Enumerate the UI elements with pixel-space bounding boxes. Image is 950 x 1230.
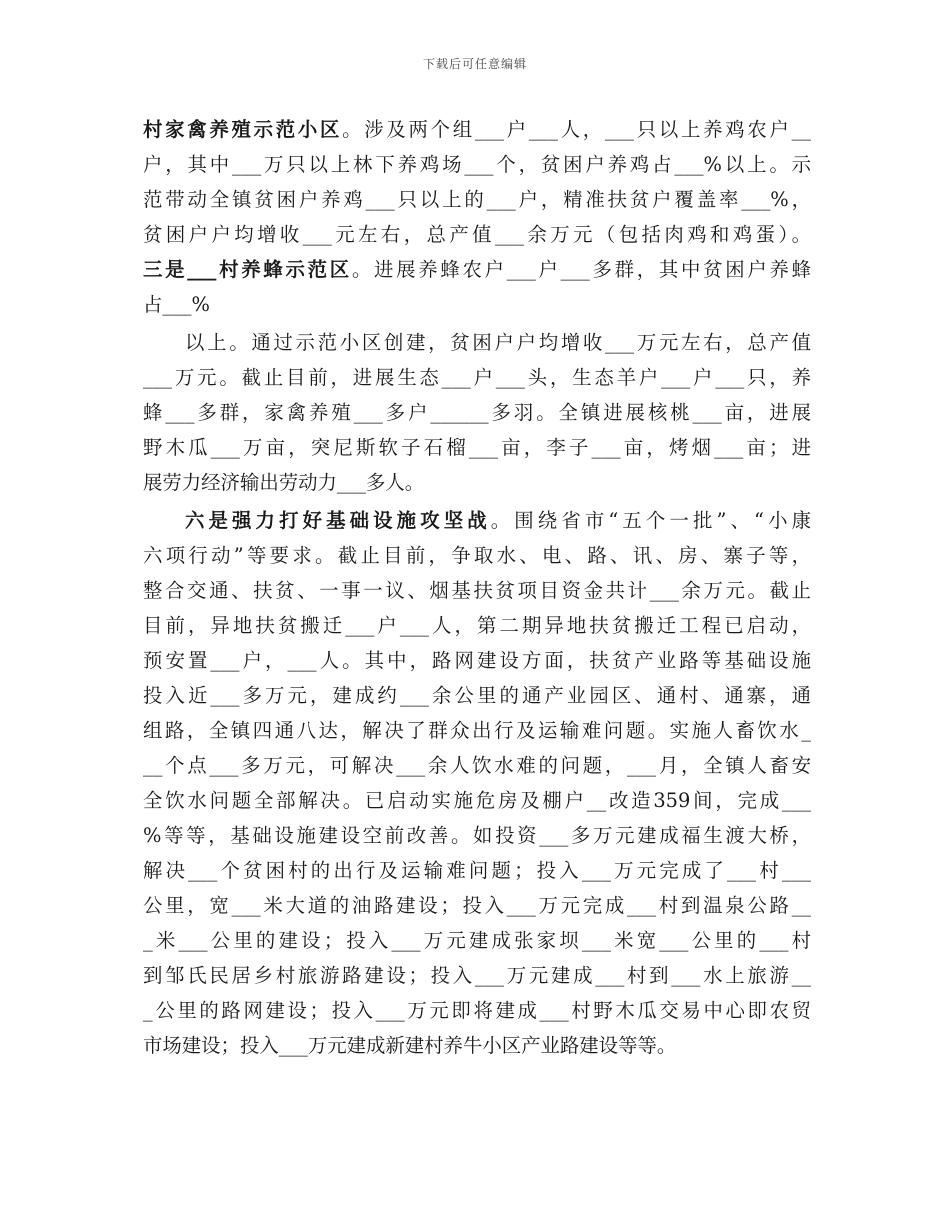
line-text: 解决___个贫困村的出行及运输难问题；投入___万元完成了___村___ bbox=[143, 859, 811, 882]
line-text: 预安置___户，___人。其中，路网建设方面，扶贫产业路等基础设施 bbox=[143, 649, 811, 672]
text-line bbox=[143, 608, 811, 643]
text-line bbox=[143, 147, 811, 182]
text-line bbox=[143, 465, 811, 500]
line-text: ___万元。截止目前，进展生态___户___头，生态羊户___户___只，养 bbox=[143, 366, 811, 389]
text-line bbox=[143, 395, 811, 430]
bold-heading: 三是___村养蜂示范区 bbox=[143, 258, 352, 281]
line-text: 整合交通、扶贫、一事一议、烟基扶贫项目资金共计___余万元。截止 bbox=[143, 579, 811, 602]
text-line bbox=[143, 325, 811, 360]
line-text: 占___% bbox=[143, 293, 210, 316]
text-line bbox=[143, 678, 811, 713]
line-text: 以上。通过示范小区创建，贫困户户均增收___万元左右，总产值 bbox=[185, 331, 811, 354]
text-line bbox=[143, 287, 811, 322]
bold-heading: 六是强力打好基础设施攻坚战 bbox=[185, 509, 491, 532]
text-line bbox=[143, 182, 811, 217]
line-text: 。涉及两个组___户___人，___只以上养鸡农户__ bbox=[342, 118, 811, 141]
text-line bbox=[143, 643, 811, 678]
document-body bbox=[143, 112, 811, 1063]
text-line bbox=[143, 360, 811, 395]
text-line bbox=[143, 112, 811, 147]
text-line bbox=[143, 713, 811, 748]
text-line bbox=[143, 993, 811, 1028]
line-text: 蜂___多群，家禽养殖___多户______多羽。全镇进展核桃___亩，进展 bbox=[143, 401, 811, 424]
bold-heading: 村家禽养殖示范小区 bbox=[143, 118, 343, 141]
line-text: 野木瓜___万亩，突尼斯软子石榴___亩，李子___亩，烤烟___亩；进 bbox=[143, 436, 811, 459]
paragraph bbox=[143, 503, 811, 1063]
text-line bbox=[143, 217, 811, 252]
text-line bbox=[143, 888, 811, 923]
line-text: 贫困户户均增收___元左右，总产值___余万元（包括肉鸡和鸡蛋）。 bbox=[143, 223, 811, 246]
text-line bbox=[143, 252, 811, 287]
text-line bbox=[143, 430, 811, 465]
line-text: 。进展养蜂农户___户___多群，其中贫困户养蜂 bbox=[351, 258, 811, 281]
line-text: _公里的路网建设；投入___万元即将建成___村野木瓜交易中心即农贸 bbox=[143, 999, 811, 1022]
line-text: 六项行动”等要求。截止目前，争取水、电、路、讯、房、寨子等， bbox=[143, 544, 811, 567]
text-line bbox=[143, 818, 811, 853]
text-line bbox=[143, 573, 811, 608]
page-header: 下载后可任意编辑 bbox=[422, 57, 527, 71]
line-text: _米___公里的建设；投入___万元建成张家坝___米宽___公里的___村 bbox=[143, 929, 811, 952]
line-text: __个点___多万元，可解决___余人饮水难的问题，___月，全镇人畜安 bbox=[143, 754, 811, 777]
text-line bbox=[143, 748, 811, 783]
line-text: 展劳力经济输出劳动力___多人。 bbox=[143, 471, 425, 494]
line-text: 公里，宽___米大道的油路建设；投入___万元完成___村到温泉公路__ bbox=[143, 894, 811, 917]
line-text: %等等，基础设施建设空前改善。如投资___多万元建成福生渡大桥， bbox=[143, 824, 811, 847]
paragraph bbox=[143, 112, 811, 322]
text-line bbox=[143, 923, 811, 958]
text-line bbox=[143, 958, 811, 993]
paragraph bbox=[143, 325, 811, 500]
line-text: 到邹氏民居乡村旅游路建设；投入___万元建成___村到___水上旅游__ bbox=[143, 964, 811, 987]
line-text: 全饮水问题全部解决。已启动实施危房及棚户__改造359间，完成___ bbox=[143, 789, 811, 812]
line-text: 目前，异地扶贫搬迁___户___人，第二期异地扶贫搬迁工程已启动， bbox=[143, 614, 811, 637]
line-text: 范带动全镇贫困户养鸡___只以上的___户，精准扶贫户覆盖率___%， bbox=[143, 188, 811, 211]
text-line bbox=[143, 538, 811, 573]
line-text: 户，其中___万只以上林下养鸡场___个，贫困户养鸡占___%以上。示 bbox=[143, 153, 811, 176]
text-line bbox=[143, 853, 811, 888]
text-line bbox=[143, 1028, 811, 1063]
text-line bbox=[143, 503, 811, 538]
line-text: 组路，全镇四通八达，解决了群众出行及运输难问题。实施人畜饮水_ bbox=[143, 719, 811, 742]
text-line bbox=[143, 783, 811, 818]
line-text: 。围绕省市“五个一批”、“小康 bbox=[490, 509, 811, 532]
line-text: 市场建设；投入___万元建成新建村养牛小区产业路建设等等。 bbox=[143, 1034, 677, 1057]
line-text: 投入近___多万元，建成约___余公里的通产业园区、通村、通寨，通 bbox=[143, 684, 811, 707]
